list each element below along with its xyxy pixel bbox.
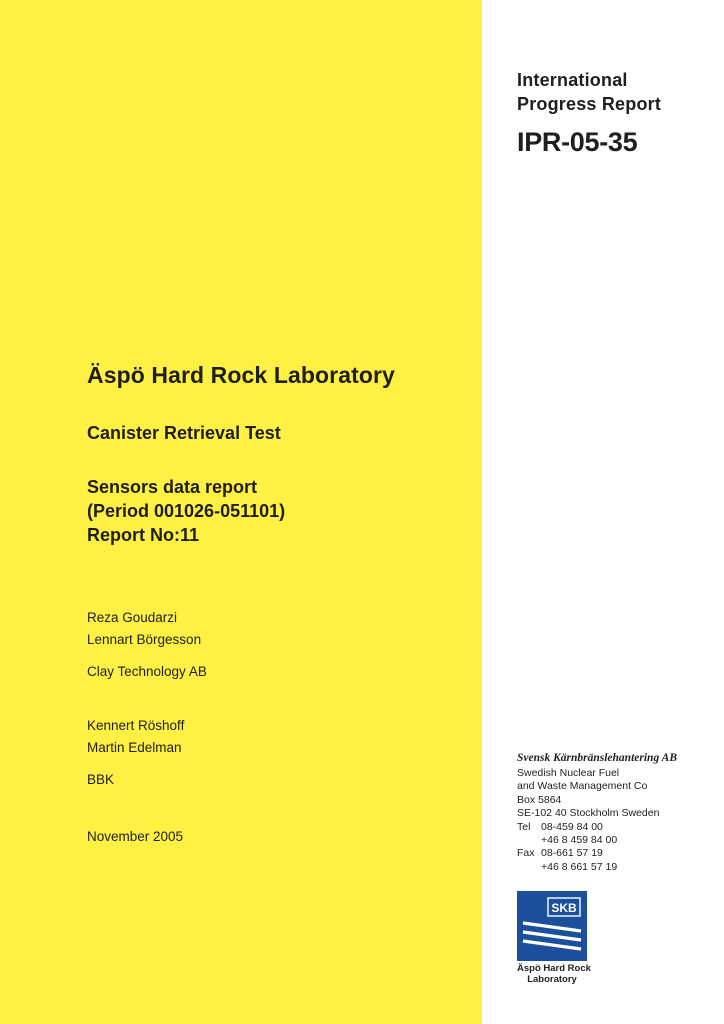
tel-domestic: 08-459 84 00 [541,820,603,833]
skb-logo-icon [517,891,587,961]
fax-row-intl [517,861,717,874]
series-line-1: International [517,70,628,90]
report-line-2: (Period 001026-051101) [87,501,286,521]
series-name [517,68,661,116]
report-description [87,475,285,547]
publisher-info [517,752,717,874]
report-line-3: Report No:11 [87,525,200,545]
fax-international: +46 8 661 57 19 [541,860,618,873]
subtitle: Canister Retrieval Test [87,423,281,443]
address-line: Swedish Nuclear Fuel [517,767,620,779]
main-title: Äspö Hard Rock Laboratory [87,362,395,388]
report-number: IPR-05-35 [517,127,638,157]
series-line-2: Progress Report [517,94,662,114]
logo-caption-line-1: Äspö Hard Rock [517,963,591,974]
logo-caption [517,963,591,985]
publisher-name: Svensk Kärnbränslehantering AB [517,752,677,764]
author-4: Martin Edelman [87,740,182,755]
author-1: Reza Goudarzi [87,610,178,625]
tel-row-intl [517,834,717,847]
address-line: and Waste Management Co [517,780,648,793]
tel-international: +46 8 459 84 00 [541,834,618,847]
fax-label: Fax [517,847,535,860]
fax-row [517,847,717,860]
author-3: Kennert Röshoff [87,718,185,733]
organization-1: Clay Technology AB [87,664,207,679]
report-line-1: Sensors data report [87,477,258,497]
tel-row [517,821,717,834]
fax-domestic: 08-661 57 19 [541,847,603,860]
organization-2: BBK [87,772,115,787]
author-2: Lennart Börgesson [87,632,202,647]
tel-label: Tel [517,820,531,833]
address-line: Box 5864 [517,793,562,806]
logo-caption-line-2: Laboratory [527,974,577,985]
logo-text: SKB [551,901,577,915]
address-line: SE-102 40 Stockholm Sweden [517,807,660,820]
publication-date: November 2005 [87,829,184,844]
